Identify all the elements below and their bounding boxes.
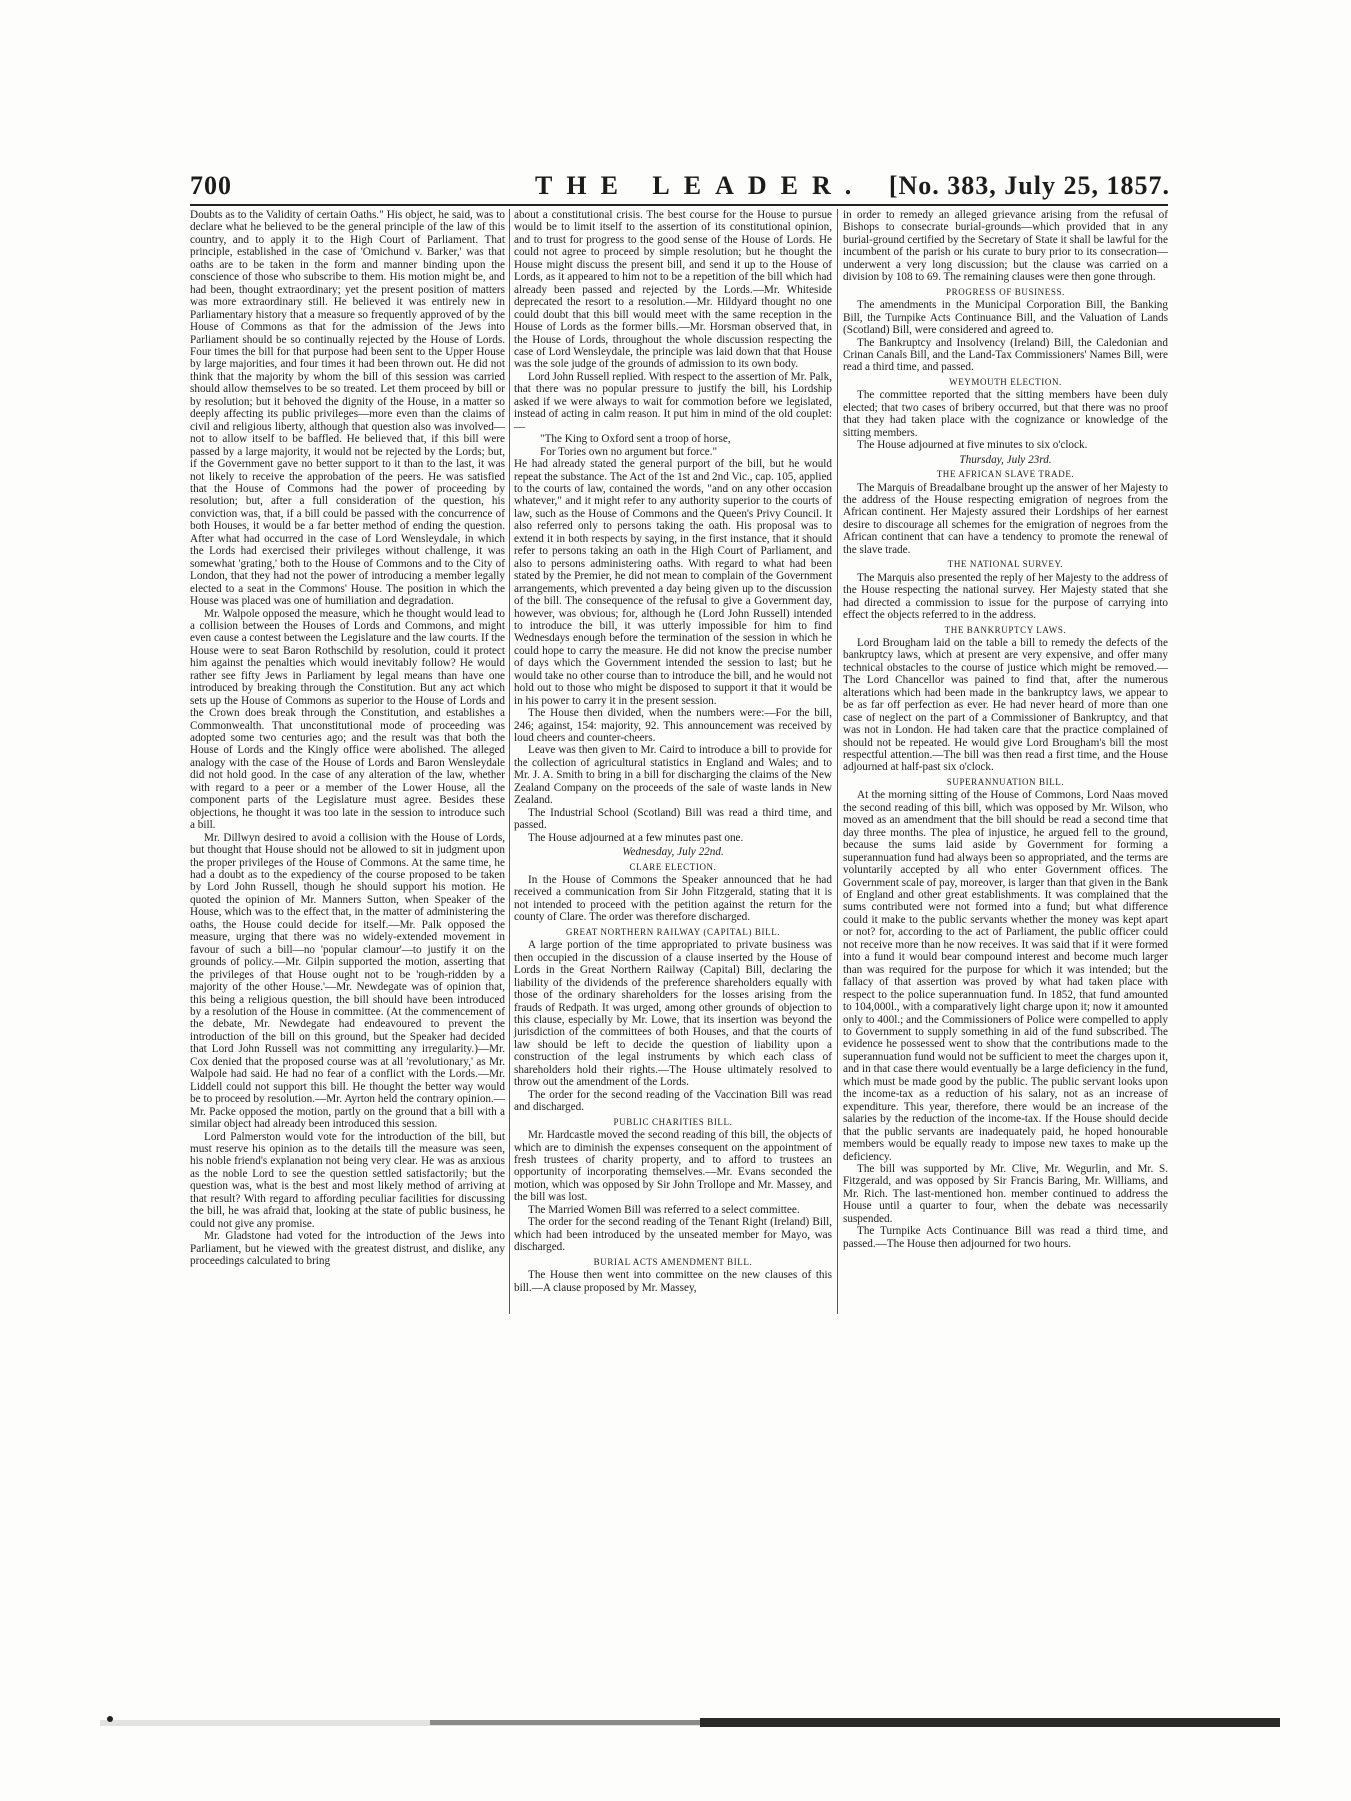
- paragraph: He had already stated the general purport of the bill, but he would repeat the substance. The Act of the 1st and 2nd Vic., cap. 105, applied to the courts of law, contained the words, "and on any other occasion whatever," and it might refer to any authority superior to the courts of law, such as the House of Commons and the Queen's Privy Council. It also referred only to persons taking the oath. His proposal was to extend it in both respects by saying, in the first instance, that it should refer to persons taking an oath in the High Court of Parliament, and also to persons administering oaths. With regard to what had been stated by the Premier, he did not mean to complain of the Government arrangements, which prevented a day being given up to the discussion of the bill. The consequence of the refusal to give a Government day, however, was obvious; for, although he (Lord John Russell) intended to introduce the bill, it was utterly impossible for him to find Wednesdays enough before the termination of the session in which he could hope to carry the measure. He did not know the precise number of days which the Government intended the session to last; but he would take no other course than to introduce the bill, and he would not hold out to those who might be disposed to support it that it would be in his power to carry it in the present session.: [514, 458, 832, 707]
- column-1: [190, 209, 505, 1268]
- paragraph: Lord Palmerston would vote for the introduction of the bill, but must reserve his opinion as to the details till the measure was seen, his noble friend's explanation not being very clear. He was as anxious as the noble Lord to see the question settled satisfactorily; but the question was, what is the best and most likely method of arriving at that result? With regard to affording peculiar facilities for discussing the bill, he was afraid that, looking at the state of public business, he could not give any promise.: [190, 1130, 505, 1230]
- section-heading: THE BANKRUPTCY LAWS.: [944, 624, 1067, 635]
- date-heading: Wednesday, July 22nd.: [622, 846, 724, 859]
- paragraph: A large portion of the time appropriated to private business was then occupied in the discussion of a clause inserted by the House of Lords in the Great Northern Railway (Capital) Bill, declaring the liability of the dividends of the preference shareholders equally with those of the ordinary shareholders for the losses arising from the frauds of Redpath. It was urged, among other grounds of objection to this clause, especially by Mr. Lowe, that its insertion was beyond the jurisdiction of the committees of both Houses, and that the courts of law should be left to decide the question of liability upon a construction of the legal instruments by which each class of shareholders hold their rights.—The House ultimately resolved to throw out the amendment of the Lords.: [514, 939, 832, 1089]
- page-header: [190, 171, 1170, 205]
- paragraph: The Married Women Bill was referred to a select committee.: [528, 1203, 800, 1216]
- section-heading: GREAT NORTHERN RAILWAY (CAPITAL) BILL.: [565, 926, 781, 937]
- header-rule: [190, 204, 1168, 206]
- verse-line: "The King to Oxford sent a troop of horse,: [540, 433, 731, 446]
- scan-artifact: [100, 1708, 1280, 1728]
- paragraph: The order for the second reading of the Tenant Right (Ireland) Bill, which had been introduced by the unseated member for Mayo, was discharged.: [514, 1216, 832, 1254]
- paragraph: Lord John Russell replied. With respect to the assertion of Mr. Palk, that there was no popular pressure to justify the bill, his Lordship asked if we were always to wait for commotion before we legislated, instead of acting in calm reason. It put him in mind of the old couplet:—: [514, 370, 832, 433]
- section-heading: CLARE ELECTION.: [629, 861, 717, 872]
- section-heading: SUPERANNUATION BILL.: [946, 776, 1065, 787]
- paragraph: The House then divided, when the numbers were:—For the bill, 246; against, 154: majority, 92. This announcement was received by loud cheers and counter-cheers.: [514, 707, 832, 745]
- section-heading: THE NATIONAL SURVEY.: [947, 559, 1064, 570]
- paragraph: Doubts as to the Validity of certain Oaths." His object, he said, was to declare what he believed to be the general principle of the law of this country, and to apply it to the High Court of Parliament. That principle, established in the case of 'Omichund v. Barker,' was that oaths are to be taken in the form and manner binding upon the conscience of those who subscribe to them. His motion might be, and had been, thought extraordinary; yet the present position of matters was more extraordinary still. He believed it was entirely new in Parliamentary history that a measure so frequently approved of by the House of Commons as that for the admission of the Jews into Parliament should be so continually rejected by the House of Lords. Four times the bill for that purpose had been sent to the Upper House by large majorities, and four times it had been thrown out. He did not think that the majority by whom the bill of this session was carried should allow themselves to be so treated. Let them proceed by bill or by resolution; but it behoved the dignity of the House, in a matter so deeply affecting its public privileges—more even than the claims of civil and religious liberty, although that question also was involved—not to allow itself to be baffled. He believed that, if this bill were passed by a large majority, it would not be rejected by the Lords; but, if the Government gave no better support to it than to the last, it was not likely to receive the approbation of the peers. He was satisfied that the House of Commons had the power of proceeding by resolution; but, after a full consideration of the question, his conviction was, that, if a bill could be passed with the concurrence of both Houses, it would be a far better method of ending the question. After what had occurred in the case of Lord Wensleydale, in which the Lords had exercised their privileges without challenge, it was somewhat 'grating,' both to the House of Commons and to the City of London, that they had not the power of introducing a member legally elected to a seat in the Commons' House. The position in which the House was placed was one of humiliation and degradation.: [190, 209, 505, 608]
- paragraph: Lord Brougham laid on the table a bill to remedy the defects of the bankruptcy laws, which at present are very expensive, and offer many technical obstacles to the course of justice which might be removed.—The Lord Chancellor was pained to find that, after the numerous alterations which had been made in the bankruptcy laws, we appear to be as far off perfection as ever. He had never heard of more than one case of neglect on the part of a Commissioner of Bankruptcy, and that was not in London. He had taken care that the practice complained of should not be repeated. He would give Lord Brougham's bill the most respectful attention.—The bill was then read a first time, and the House adjourned at half-past six o'clock.: [843, 636, 1168, 774]
- paragraph: The House then went into committee on the new clauses of this bill.—A clause proposed by Mr. Massey,: [514, 1269, 832, 1294]
- paragraph: Mr. Hardcastle moved the second reading of this bill, the objects of which are to diminish the expenses consequent on the appointment of fresh trustees of charity property, and to afford to trustees an opportunity of incorporating themselves.—Mr. Evans seconded the motion, which was opposed by Sir John Trollope and Mr. Massey, and the bill was lost.: [514, 1129, 832, 1204]
- paragraph: The bill was supported by Mr. Clive, Mr. Wegurlin, and Mr. S. Fitzgerald, and was opposed by Sir Francis Baring, Mr. Williams, and Mr. Rich. The last-mentioned hon. member continued to address the House until a quarter to four, when the debate was necessarily suspended.: [843, 1162, 1168, 1225]
- section-heading: BURIAL ACTS AMENDMENT BILL.: [593, 1256, 753, 1267]
- column-divider: [509, 209, 510, 1314]
- section-heading: WEYMOUTH ELECTION.: [949, 376, 1062, 387]
- section-heading: THE AFRICAN SLAVE TRADE.: [936, 469, 1075, 480]
- masthead: THE LEADER.: [535, 171, 866, 200]
- paragraph: The amendments in the Municipal Corporation Bill, the Banking Bill, the Turnpike Acts Continuance Bill, and the Valuation of Lands (Scotland) Bill, were considered and agreed to.: [843, 299, 1168, 337]
- column-3: [843, 209, 1168, 1250]
- section-heading: PROGRESS OF BUSINESS.: [946, 286, 1065, 297]
- paragraph: Mr. Dillwyn desired to avoid a collision with the House of Lords, but thought that House should not be allowed to sit in judgment upon the proper privileges of the House of Commons. At the same time, he had a doubt as to the expediency of the course proposed to be taken by Lord John Russell, though he should support his motion. He quoted the opinion of Mr. Manners Sutton, when Speaker of the House, which was to the effect that, in the matter of administering the oaths, the House could decide for itself.—Mr. Palk opposed the measure, urging that there was no widely-extended movement in favour of such a bill—no 'popular clamour'—to justify it on the grounds of policy.—Mr. Gilpin supported the motion, asserting that the privileges of that House ought not to be 'rough-ridden by a majority of the other House.'—Mr. Newdegate was of opinion that, this being a religious question, the bill should have been introduced by a resolution of the House in committee. (At the commencement of the debate, Mr. Newdegate had endeavoured to prevent the introduction of the bill on this ground, but the Speaker had decided that Lord John Russell was not committing any irregularity.)—Mr. Cox denied that the proposed course was at all 'revolutionary,' as Mr. Walpole had said. He had no fear of a conflict with the Lords.—Mr. Liddell could not support this bill. He thought the better way would be to proceed by resolution.—Mr. Ayrton held the contrary opinion.—Mr. Packe opposed the motion, partly on the ground that a bill with a similar object had already been introduced this session.: [190, 831, 505, 1131]
- page-number: 700: [190, 171, 232, 200]
- paragraph: Mr. Walpole opposed the measure, which he thought would lead to a collision between the Houses of Lords and Commons, and might even cause a contest between the Legislature and the law courts. If the House were to seat Baron Rothschild by resolution, could it protect him against the penalties which would inevitably follow? He would rather see fifty Jews in Parliament by legal means than have one introduced by breaking through the Constitution. But any act which sets up the House of Commons as superior to the House of Lords and the Crown does break through the Constitution, and establishes a Commonwealth. That unconstitutional mode of proceeding was adopted some two centuries ago; and the result was that both the House of Lords and the Kingly office were abolished. The alleged analogy with the case of the House of Lords and Baron Wensleydale did not hold good. In the case of any alteration of the law, whether with regard to a peer or a member of the Lower House, all the component parts of the Legislature must agree. Besides these objections, he thought it was too late in the session to introduce such a bill.: [190, 607, 505, 832]
- paragraph: The Industrial School (Scotland) Bill was read a third time, and passed.: [514, 806, 832, 832]
- column-2: [514, 209, 832, 1294]
- paragraph: The Turnpike Acts Continuance Bill was read a third time, and passed.—The House then adjourned for two hours.: [843, 1225, 1168, 1250]
- issue-line: [No. 383, July 25, 1857.: [888, 171, 1170, 200]
- paragraph: The Bankruptcy and Insolvency (Ireland) Bill, the Caledonian and Crinan Canals Bill, and the Land-Tax Commissioners' Names Bill, were read a third time, and passed.: [843, 336, 1168, 374]
- paragraph: Mr. Gladstone had voted for the introduction of the Jews into Parliament, but he viewed with the greatest distrust, and dislike, any proceedings calculated to bring: [190, 1230, 505, 1268]
- paragraph: about a constitutional crisis. The best course for the House to pursue would be to limit itself to the assertion of its constitutional opinion, and to trust for progress to the good sense of the House of Lords. He could not agree to proceed by simple resolution; but he thought the House might discuss the present bill, and send it up to the House of Lords, as it appeared to him not to be a repetition of the bill which had already been passed and rejected by the Lords.—Mr. Whiteside deprecated the resort to a resolution.—Mr. Hildyard thought no one could doubt that this bill would meet with the same reception in the House of Lords as the former bills.—Mr. Horsman observed that, in the House of Lords, throughout the whole discussion respecting the case of Lord Wensleydale, the principle was laid down that that House was the sole judge of the grounds of admission to its own body.: [514, 209, 832, 371]
- paragraph: The House adjourned at five minutes to six o'clock.: [857, 439, 1088, 452]
- paragraph: The order for the second reading of the Vaccination Bill was read and discharged.: [514, 1088, 832, 1114]
- paragraph: At the morning sitting of the House of Commons, Lord Naas moved the second reading of this bill, which was opposed by Mr. Wilson, who moved as an amendment that the bill should be read a second time that day three months. The plea of injustice, he argued fell to the ground, because the sums laid aside by Government for forming a superannuation fund had always been so appropriated, and the terms are voluntarily accepted by all who enter Government offices. The Government scale of pay, moreover, is larger than that given in the Bank of England and other great establishments. It was complained that the sums contributed were not formed into a fund; but what difference could it make to the public servants whether the money was kept apart or not? for, according to the act of Parliament, the public officer could not receive more than he now receives. It was said that if it were formed into a fund it would bear compound interest and become much larger than was required for the purpose for which it was intended; but the fallacy of that assertion was proved by what had taken place with respect to the police superannuation fund. In 1852, that fund amounted to 104,000l., with a comparatively light charge upon it; now it amounted only to 400l.; and the Commissioners of Police were compelled to apply to Government to supply something in aid of the fund subscribed. The evidence he possessed went to show that the contributions made to the superannuation fund would not be sufficient to meet the charges upon it, and in that case there would eventually be a large deficiency in the fund, which must be made good by the public. The public servant looks upon the income-tax as a reduction of his salary, not as an increase of expenditure. This year, therefore, there would be an increase of the salaries by the reduction of the income-tax. If the House should decide that the public servants are inadequately paid, he hoped honourable members would be equally ready to impose new taxes to make up the deficiency.: [843, 789, 1168, 1163]
- paragraph: The committee reported that the sitting members have been duly elected; that two cases of bribery occurred, but that there was no proof that they had taken place with the cognizance or knowledge of the sitting members.: [843, 389, 1168, 439]
- paragraph: The Marquis of Breadalbane brought up the answer of her Majesty to the address of the House respecting emigration of negroes from the African continent. Her Majesty assured their Lordships of her earnest desire to discourage all schemes for the emigration of negroes from the African continent that can have a tendency to promote the renewal of the slave trade.: [843, 481, 1168, 556]
- paragraph: In the House of Commons the Speaker announced that he had received a communication from Sir John Fitzgerald, stating that it is not intended to proceed with the petition against the return for the county of Clare. The order was therefore discharged.: [514, 874, 832, 924]
- column-divider: [837, 209, 838, 1314]
- verse-line: For Tories own no argument but force.": [540, 445, 718, 458]
- section-heading: PUBLIC CHARITIES BILL.: [613, 1116, 733, 1127]
- paragraph: Leave was then given to Mr. Caird to introduce a bill to provide for the collection of agricultural statistics in England and Wales; and to Mr. J. A. Smith to bring in a bill for discharging the claims of the New Zealand Company on the proceeds of the sale of waste lands in New Zealand.: [514, 744, 832, 807]
- date-heading: Thursday, July 23rd.: [959, 453, 1052, 466]
- paragraph: The House adjourned at a few minutes past one.: [528, 831, 744, 844]
- paragraph: in order to remedy an alleged grievance arising from the refusal of Bishops to consecrate burial-grounds—which provided that in any burial-ground certified by the Secretary of State it shall be lawful for the incumbent of the parish or his curate to bury prior to its consecration—underwent a very long discussion; but the clause was carried on a division by 108 to 69. The remaining clauses were then gone through.: [843, 209, 1168, 284]
- paragraph: The Marquis also presented the reply of her Majesty to the address of the House respecting the national survey. Her Majesty stated that she had directed a commission to issue for the purpose of carrying into effect the objects referred to in the address.: [843, 571, 1168, 622]
